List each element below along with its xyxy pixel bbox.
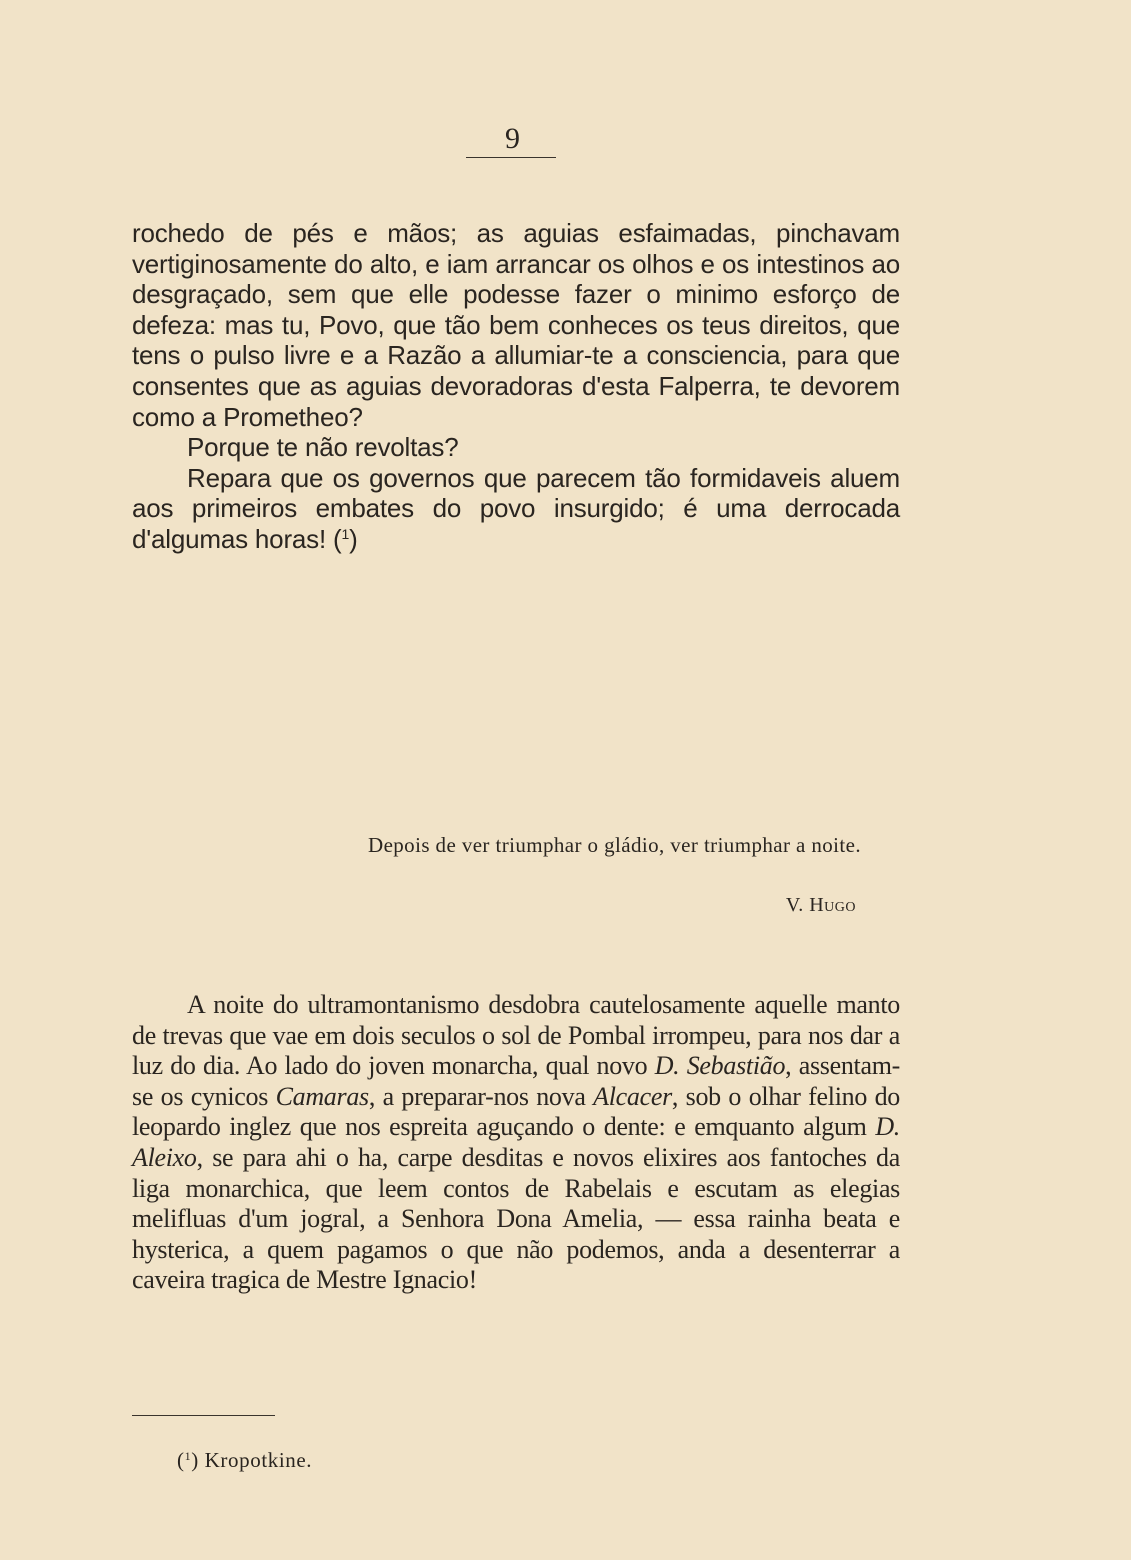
paragraph-governments-text: Repara que os governos que parecem tão formidaveis aluem aos primeiros embates do povo insurgido; é uma derrocada d'algumas horas! xyxy=(132,462,900,554)
top-text-block xyxy=(132,218,900,555)
footnote-marker: 1 xyxy=(184,1449,192,1463)
epigraph-author: V. Hugo xyxy=(785,894,856,916)
italic-name: Camaras xyxy=(275,1081,369,1111)
paragraph-governments: Repara que os governos que parecem tão formidaveis aluem aos primeiros embates do povo insurgido; é uma derrocada d'algumas horas! ($^1$) xyxy=(132,462,900,554)
italic-name: D. Aleixo xyxy=(132,1112,900,1172)
page-number-rule xyxy=(466,157,556,158)
text-segment: , a preparar-nos nova xyxy=(368,1081,594,1111)
footnote-text: Kropotkine. xyxy=(204,1448,313,1472)
text-segment: , se para ahi o ha, carpe desditas e novos elixires aos fantoches da liga monarchica, que leem contos de Rabelais e escutam as elegias melifluas d'um jogral, a Senhora Dona Amelia, — essa rainha beata e hysterica, a quem pagamos o que não podemos, anda a desenterrar a caveira tragica de Mestre Ignacio! xyxy=(132,1142,900,1295)
text-segment: , sob o olhar felino do leopardo inglez que nos espreita aguçando o dente: e emquanto algum xyxy=(132,1081,900,1142)
footnote-rule xyxy=(132,1415,275,1416)
footnote-reference[interactable]: 1 xyxy=(341,525,350,542)
italic-name: D. Sebastião xyxy=(654,1051,786,1081)
footnote: ($^1$) Kropotkine. xyxy=(177,1448,313,1472)
main-text-block xyxy=(132,990,900,1296)
text-segment: , assentam-se os cynicos xyxy=(132,1051,900,1111)
italic-name: Alcacer xyxy=(593,1081,672,1111)
page-number: 9 xyxy=(505,122,520,155)
paragraph-revolt: Porque te não revoltas? xyxy=(187,432,459,463)
paragraph-ultramontanism xyxy=(132,990,900,1296)
epigraph-quote: Depois de ver triumphar o gládio, ver triumphar a noite. xyxy=(368,833,862,857)
text-segment: A noite do ultramontanismo desdobra cautelosamente aquelle manto de trevas que vae em dois seculos o sol de Pombal irrompeu, para nos dar a luz do dia. Ao lado do joven monarcha, qual novo xyxy=(132,990,900,1081)
paragraph-prometheo: rochedo de pés e mãos; as aguias esfaimadas, pinchavam vertiginosamente do alto, e iam arrancar os olhos e os intestinos ao desgraçado, sem que elle podesse fazer o minimo esforço de defeza: mas tu, Povo, que tão bem conheces os teus direitos, que tens o pulso livre e a Razão a allumiar-te a consciencia, para que consentes que as aguias devoradoras d'esta Falperra, te devorem como a Prometheo? xyxy=(132,218,900,432)
